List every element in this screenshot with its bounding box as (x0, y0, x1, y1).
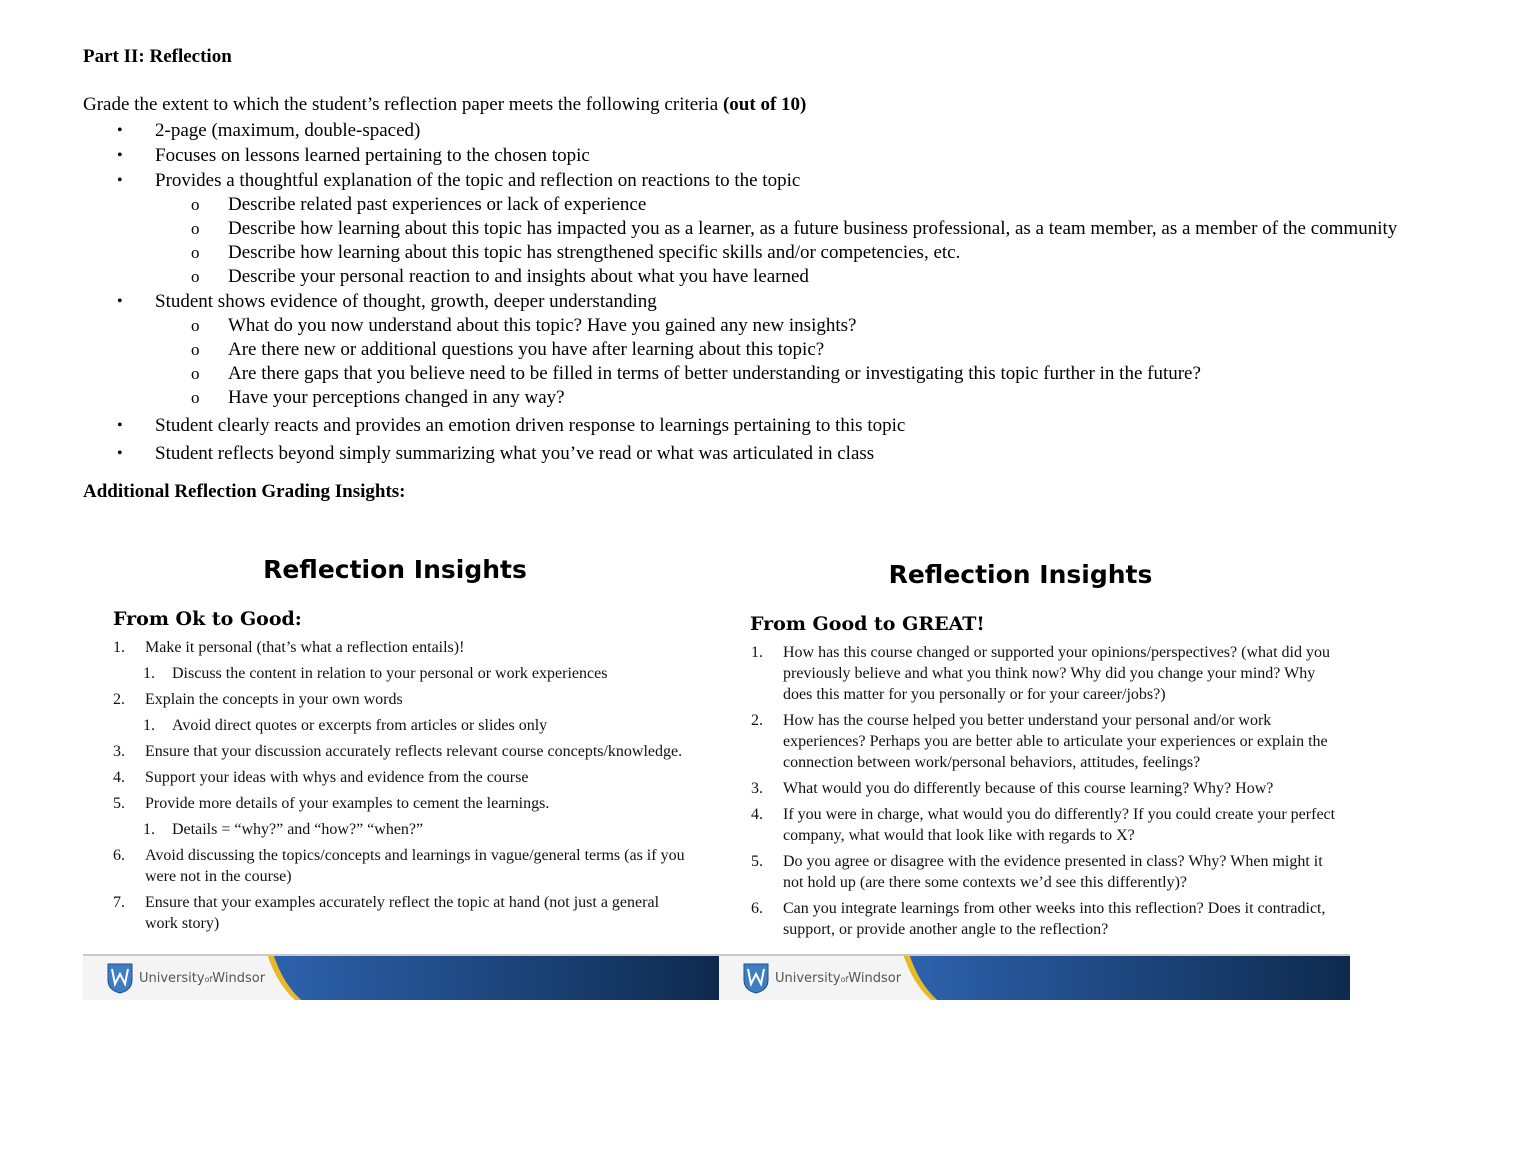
item-text: Do you agree or disagree with the evidence presented in class? Why? When might it not hold up (are there some contexts we’d see this differently)? (783, 853, 1323, 891)
slide-footer (83, 954, 719, 1000)
item-number: 2. (751, 712, 763, 729)
slide-good-to-great (719, 540, 1350, 1000)
item-number: 7. (113, 894, 125, 911)
university-logo (743, 962, 901, 994)
item-number: 3. (751, 780, 763, 797)
sub-criterion-text: Describe related past experiences or lack of experience (228, 194, 647, 215)
bullet-icon: • (117, 417, 123, 434)
intro-text: Grade the extent to which the student’s reflection paper meets the following criteria (83, 94, 723, 115)
item-text: Ensure that your discussion accurately reflects relevant course concepts/knowledge. (145, 743, 683, 760)
item-text: Can you integrate learnings from other weeks into this reflection? Does it contradict, support, or provide another angle to the reflection? (783, 900, 1326, 938)
item-text: How has this course changed or supported your opinions/perspectives? (what did you previously believe and what you think now? Why did you change your mind? Why does this matter for you personally or for your career/jobs?) (783, 644, 1330, 703)
item-text: If you were in charge, what would you do differently? If you could create your perfect company, what would that look like with regards to X? (783, 806, 1336, 844)
circle-bullet-icon: o (191, 364, 200, 383)
item-text: What would you do differently because of this course learning? Why? How? (783, 780, 1274, 797)
circle-bullet-icon: o (191, 219, 200, 238)
slide-title: Reflection Insights (888, 560, 1153, 589)
sub-criterion-item (83, 265, 1523, 289)
sub-criterion-item (83, 241, 1523, 265)
bullet-icon: • (117, 122, 123, 139)
criterion-text: Provides a thoughtful explanation of the topic and reflection on reactions to the topic (155, 170, 801, 191)
additional-heading: Additional Reflection Grading Insights: (83, 481, 406, 502)
criteria-list (83, 119, 1523, 466)
slide-list-item (751, 851, 1341, 893)
criterion-text: Student reflects beyond simply summarizing what you’ve read or what was articulated in class (155, 443, 875, 464)
bullet-icon: • (117, 445, 123, 462)
item-number: 5. (113, 795, 125, 812)
intro-paragraph (83, 92, 1523, 118)
criterion-text: Student shows evidence of thought, growth, deeper understanding (155, 291, 657, 312)
item-text: Discuss the content in relation to your personal or work experiences (172, 665, 608, 682)
criterion-item (83, 442, 1523, 466)
slide-list-item (751, 710, 1341, 773)
shield-icon (107, 962, 133, 994)
document-body (83, 44, 1523, 504)
sub-criterion-item (83, 338, 1523, 362)
circle-bullet-icon: o (191, 267, 200, 286)
item-text: Avoid direct quotes or excerpts from articles or slides only (172, 717, 548, 734)
sub-criteria-list (155, 193, 1523, 289)
criterion-item (83, 144, 1523, 168)
item-text: Support your ideas with whys and evidence from the course (145, 769, 529, 786)
slide-list-item (751, 642, 1341, 705)
sub-criterion-item (83, 362, 1523, 386)
item-number: 6. (751, 900, 763, 917)
sub-criterion-text: Are there gaps that you believe need to be filled in terms of better understanding or investigating this topic further in the future? (228, 363, 1201, 384)
slide-sub-item (113, 819, 693, 840)
slide-list-item (751, 778, 1341, 799)
item-number: 4. (751, 806, 763, 823)
slide-sub-item (113, 715, 693, 736)
item-text: Explain the concepts in your own words (145, 691, 403, 708)
sub-criterion-item (83, 193, 1523, 217)
slide-subtitle: From Ok to Good: (113, 608, 302, 630)
slide-list-item (113, 637, 693, 658)
item-text: Provide more details of your examples to cement the learnings. (145, 795, 550, 812)
item-text: How has the course helped you better understand your personal and/or work experiences? Perhaps you are better able to articulate your experiences or explain the connection between work/personal behaviors, attitudes, feelings? (783, 712, 1328, 771)
bullet-icon: • (117, 172, 123, 189)
criterion-text: Student clearly reacts and provides an emotion driven response to learnings pertaining to this topic (155, 415, 906, 436)
slide-list-item (113, 892, 693, 934)
logo-wordmark: UniversityofWindsor (139, 970, 266, 986)
circle-bullet-icon: o (191, 340, 200, 359)
circle-bullet-icon: o (191, 316, 200, 335)
university-logo (107, 962, 265, 994)
item-number: 6. (113, 847, 125, 864)
item-number: 1. (143, 665, 155, 682)
slide-list-item (113, 767, 693, 788)
intro-bold: (out of 10) (722, 94, 807, 115)
slide-list-item (751, 804, 1341, 846)
bullet-icon: • (117, 293, 123, 310)
slide-title: Reflection Insights (263, 555, 527, 584)
sub-criterion-text: Describe how learning about this topic has impacted you as a learner, as a future business professional, as a team member, as a member of the community (228, 218, 1398, 239)
sub-criterion-item (83, 386, 1523, 410)
circle-bullet-icon: o (191, 195, 200, 214)
circle-bullet-icon: o (191, 388, 200, 407)
criterion-item (83, 414, 1523, 438)
slide-list (751, 642, 1341, 945)
item-text: Ensure that your examples accurately reflect the topic at hand (not just a general work story) (145, 894, 660, 932)
sub-criterion-item (83, 314, 1523, 338)
circle-bullet-icon: o (191, 243, 200, 262)
sub-criterion-text: Describe how learning about this topic has strengthened specific skills and/or competencies, etc. (228, 242, 961, 263)
item-number: 2. (113, 691, 125, 708)
logo-wordmark: UniversityofWindsor (775, 970, 902, 986)
sub-criteria-list (155, 314, 1523, 410)
slide-list-item (113, 793, 693, 814)
slide-list-item (751, 898, 1341, 940)
item-text: Details = “why?” and “how?” “when?” (172, 821, 424, 838)
slide-footer (719, 954, 1350, 1000)
item-number: 1. (143, 821, 155, 838)
section-title: Part II: Reflection (83, 46, 232, 67)
slide-list (113, 637, 693, 939)
item-number: 3. (113, 743, 125, 760)
criterion-item (83, 290, 1523, 410)
bullet-icon: • (117, 147, 123, 164)
sub-criterion-item (83, 217, 1523, 241)
sub-criterion-text: Have your perceptions changed in any way? (228, 387, 565, 408)
slide-ok-to-good (83, 540, 719, 1000)
item-number: 1. (751, 644, 763, 661)
shield-icon (743, 962, 769, 994)
slide-list-item (113, 845, 693, 887)
item-text: Make it personal (that’s what a reflection entails)! (145, 639, 465, 656)
sub-criterion-text: Are there new or additional questions you have after learning about this topic? (228, 339, 825, 360)
item-text: Avoid discussing the topics/concepts and learnings in vague/general terms (as if you were not in the course) (145, 847, 685, 885)
criterion-item (83, 169, 1523, 289)
item-number: 1. (113, 639, 125, 656)
slide-subtitle: From Good to GREAT! (750, 613, 985, 635)
sub-criterion-text: What do you now understand about this topic? Have you gained any new insights? (228, 315, 857, 336)
sub-criterion-text: Describe your personal reaction to and insights about what you have learned (228, 266, 809, 287)
slide-list-item (113, 741, 693, 762)
slide-sub-item (113, 663, 693, 684)
item-number: 4. (113, 769, 125, 786)
criterion-text: 2-page (maximum, double-spaced) (155, 120, 421, 141)
criterion-text: Focuses on lessons learned pertaining to the chosen topic (155, 145, 590, 166)
item-number: 1. (143, 717, 155, 734)
slide-list-item (113, 689, 693, 710)
criterion-item (83, 119, 1523, 143)
item-number: 5. (751, 853, 763, 870)
